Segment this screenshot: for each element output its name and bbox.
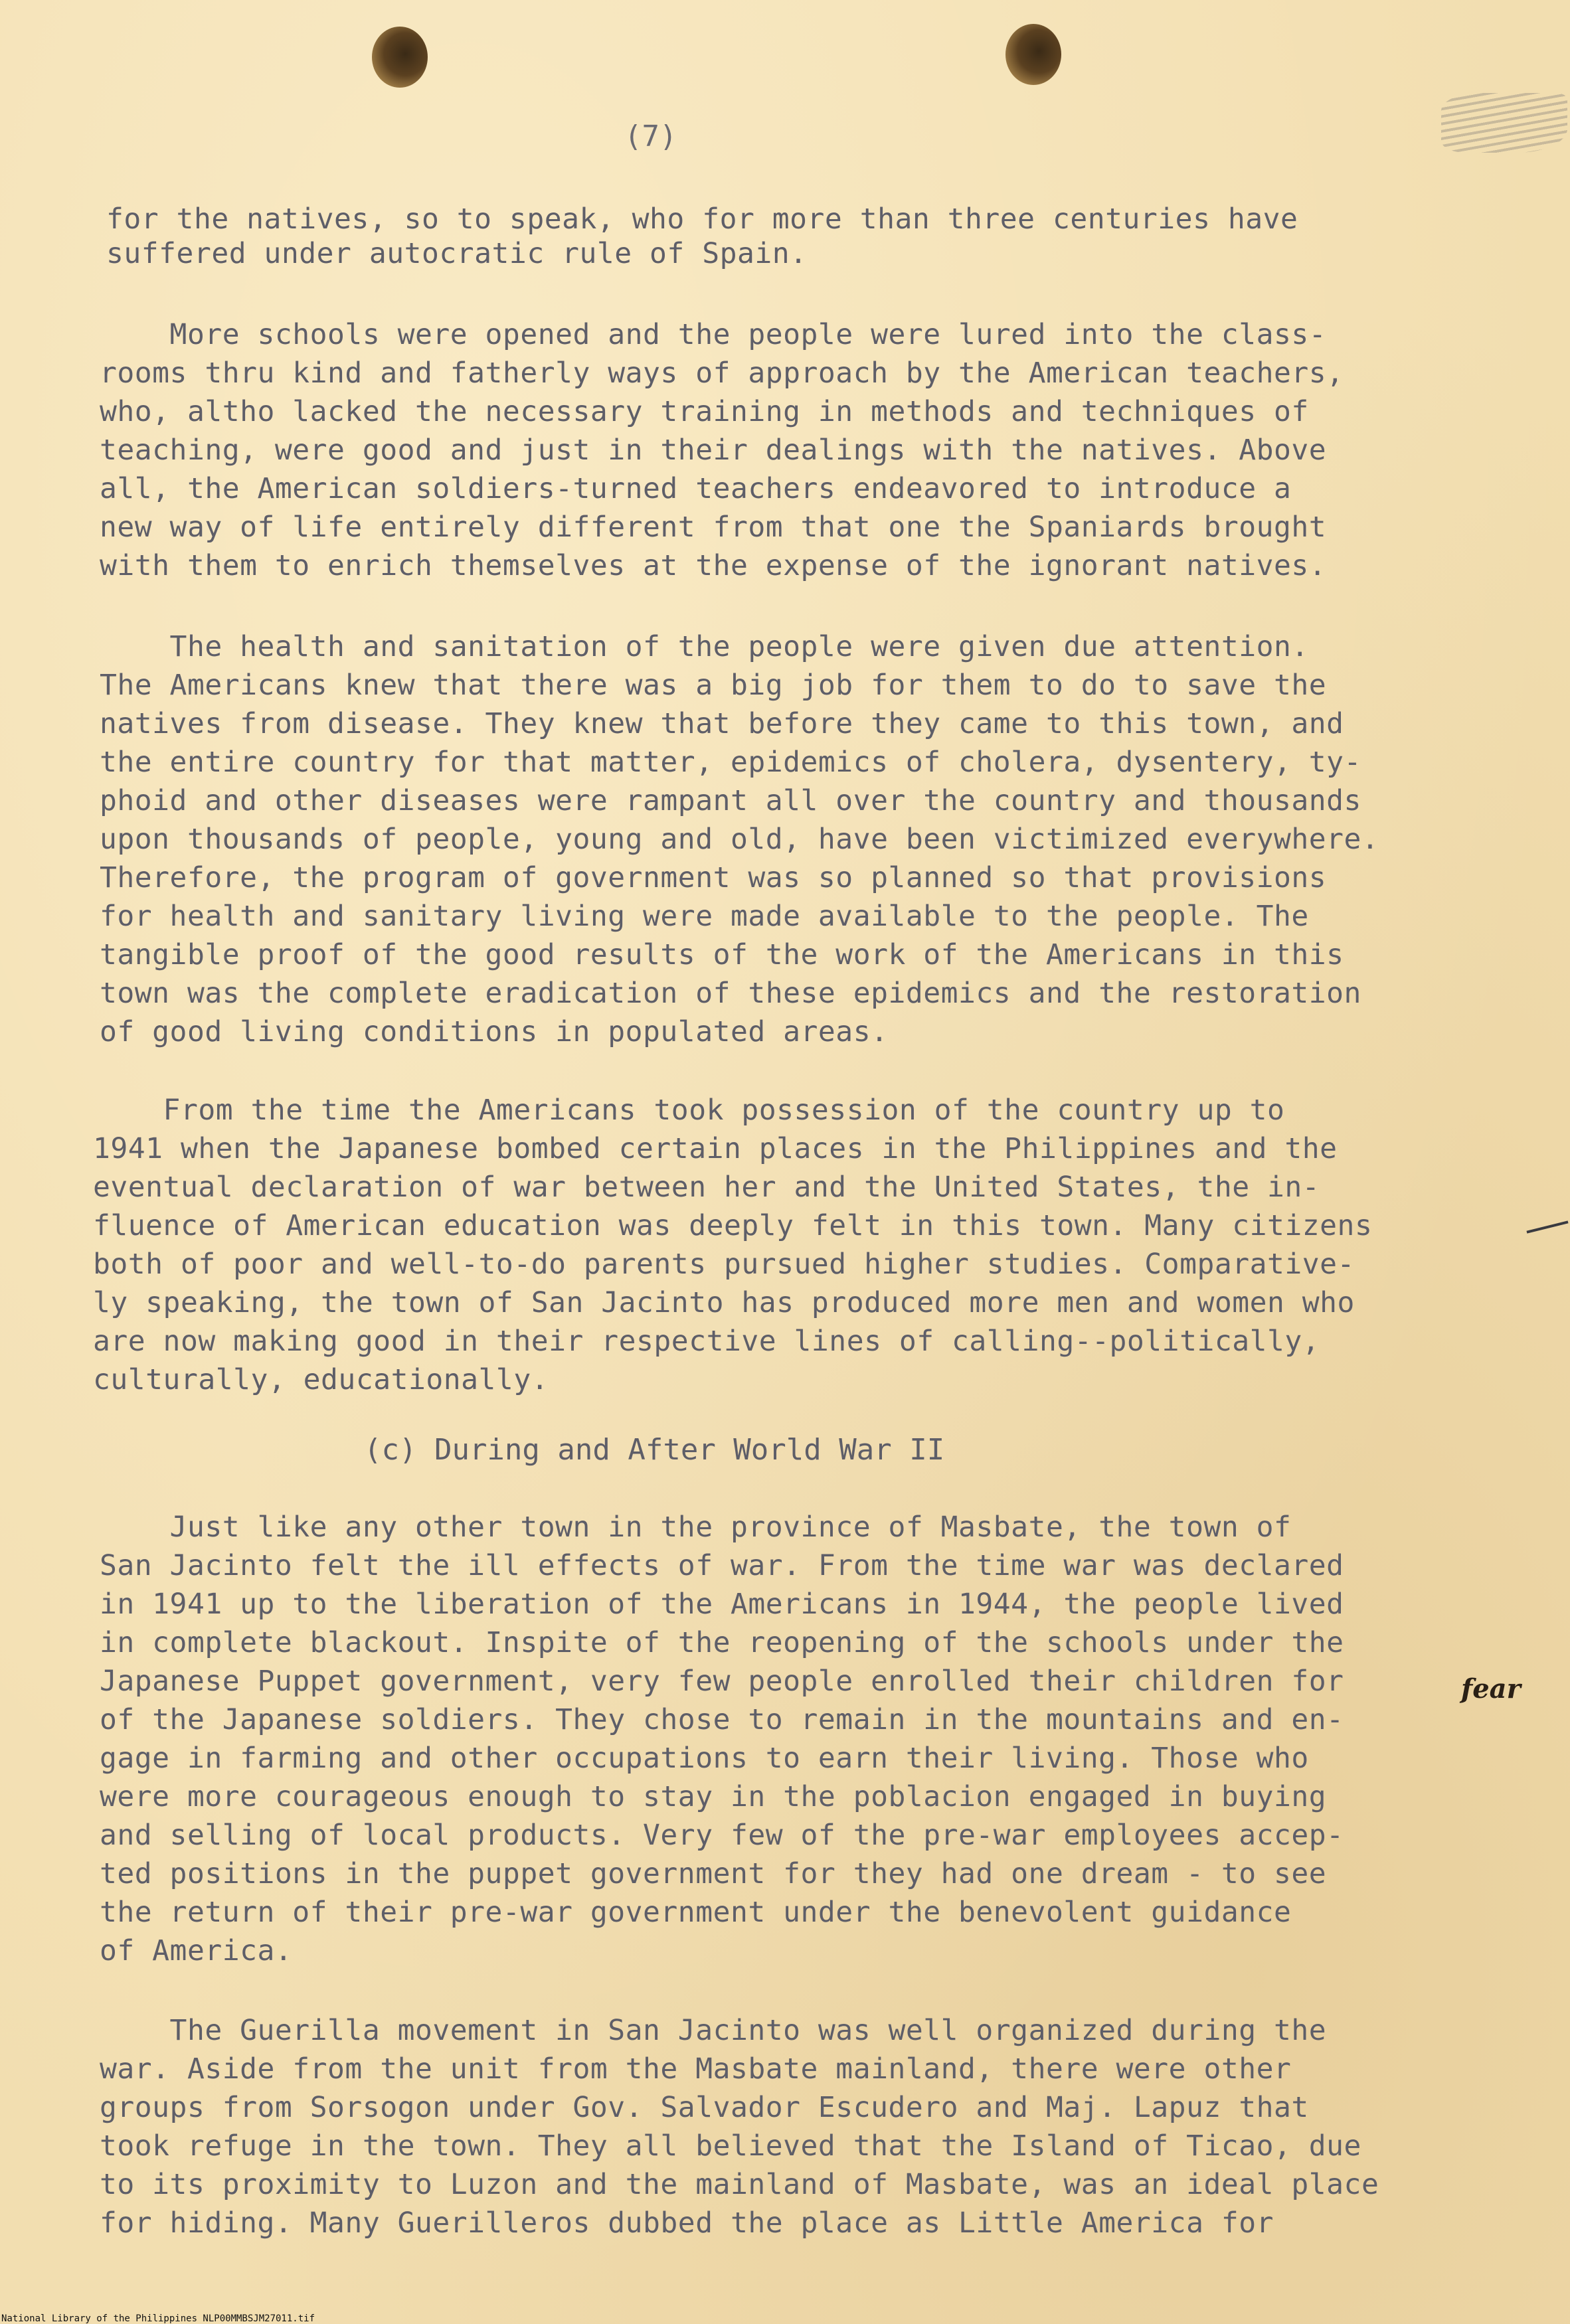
text-line: with them to enrich themselves at the expense of the ignorant natives. — [100, 549, 1327, 582]
ink-smudge — [1441, 93, 1567, 153]
text-line: ly speaking, the town of San Jacinto has produced more men and women who — [93, 1286, 1355, 1319]
text-line: for the natives, so to speak, who for more than three centuries have — [106, 203, 1298, 236]
text-line: were more courageous enough to stay in the poblacion engaged in buying — [100, 1780, 1327, 1813]
text-line: are now making good in their respective lines of calling--politically, — [93, 1325, 1320, 1358]
page-number: (7) — [624, 120, 677, 153]
text-line: The health and sanitation of the people were given due attention. — [100, 630, 1309, 663]
text-line: 1941 when the Japanese bombed certain places in the Philippines and the — [93, 1132, 1338, 1165]
text-line: The Guerilla movement in San Jacinto was well organized during the — [100, 2014, 1327, 2047]
text-line: who, altho lacked the necessary training in methods and techniques of — [100, 395, 1309, 428]
text-line: of good living conditions in populated areas. — [100, 1015, 889, 1048]
punch-hole-left — [372, 27, 428, 88]
text-line: San Jacinto felt the ill effects of war. From the time war was declared — [100, 1549, 1344, 1582]
handwritten-annotation: fear — [1461, 1673, 1521, 1704]
text-line: fluence of American education was deeply felt in this town. Many citizens — [93, 1209, 1373, 1242]
text-line: town was the complete eradication of these epidemics and the restoration — [100, 977, 1361, 1010]
text-line: rooms thru kind and fatherly ways of approach by the American teachers, — [100, 357, 1344, 390]
text-line: all, the American soldiers-turned teachers endeavored to introduce a — [100, 472, 1292, 505]
text-line: ted positions in the puppet government for they had one dream - to see — [100, 1857, 1327, 1890]
text-line: took refuge in the town. They all believed that the Island of Ticao, due — [100, 2129, 1361, 2163]
text-line: new way of life entirely different from that one the Spaniards brought — [100, 511, 1327, 544]
text-line: From the time the Americans took possession of the country up to — [93, 1094, 1285, 1127]
text-line: The Americans knew that there was a big job for them to do to save the — [100, 669, 1327, 702]
text-line: Therefore, the program of government was so planned so that provisions — [100, 861, 1327, 894]
text-line: tangible proof of the good results of the work of the Americans in this — [100, 938, 1344, 971]
text-line: and selling of local products. Very few of the pre-war employees accep- — [100, 1819, 1344, 1852]
text-line: phoid and other diseases were rampant all over the country and thousands — [100, 784, 1361, 817]
text-line: natives from disease. They knew that before they came to this town, and — [100, 707, 1344, 740]
footer-caption: National Library of the Philippines NLP00MMBSJM27011.tif — [1, 2313, 315, 2324]
text-line: the entire country for that matter, epidemics of cholera, dysentery, ty- — [100, 746, 1361, 779]
text-line: to its proximity to Luzon and the mainland of Masbate, was an ideal place — [100, 2168, 1379, 2201]
text-line: war. Aside from the unit from the Masbate mainland, there were other — [100, 2052, 1292, 2086]
text-line: in complete blackout. Inspite of the reopening of the schools under the — [100, 1626, 1344, 1659]
text-line: suffered under autocratic rule of Spain. — [106, 237, 808, 270]
section-heading: (c) During and After World War II — [364, 1433, 945, 1467]
text-line: of America. — [100, 1934, 293, 1967]
text-line: Japanese Puppet government, very few people enrolled their children for — [100, 1665, 1344, 1698]
text-line: upon thousands of people, young and old, have been victimized everywhere. — [100, 823, 1379, 856]
margin-mark — [1526, 1220, 1568, 1233]
text-line: teaching, were good and just in their dealings with the natives. Above — [100, 434, 1327, 467]
punch-hole-right — [1005, 24, 1061, 85]
text-line: for health and sanitary living were made available to the people. The — [100, 900, 1309, 933]
text-line: gage in farming and other occupations to earn their living. Those who — [100, 1742, 1309, 1775]
text-line: eventual declaration of war between her and the United States, the in- — [93, 1171, 1320, 1204]
text-line: both of poor and well-to-do parents pursued higher studies. Comparative- — [93, 1248, 1355, 1281]
text-line: More schools were opened and the people were lured into the class- — [100, 318, 1327, 351]
text-line: of the Japanese soldiers. They chose to remain in the mountains and en- — [100, 1703, 1344, 1736]
text-line: Just like any other town in the province of Masbate, the town of — [100, 1511, 1292, 1544]
text-line: in 1941 up to the liberation of the Americans in 1944, the people lived — [100, 1588, 1344, 1621]
text-line: for hiding. Many Guerilleros dubbed the place as Little America for — [100, 2206, 1274, 2240]
text-line: culturally, educationally. — [93, 1363, 549, 1396]
text-line: the return of their pre-war government under the benevolent guidance — [100, 1896, 1292, 1929]
text-line: groups from Sorsogon under Gov. Salvador Escudero and Maj. Lapuz that — [100, 2091, 1309, 2124]
